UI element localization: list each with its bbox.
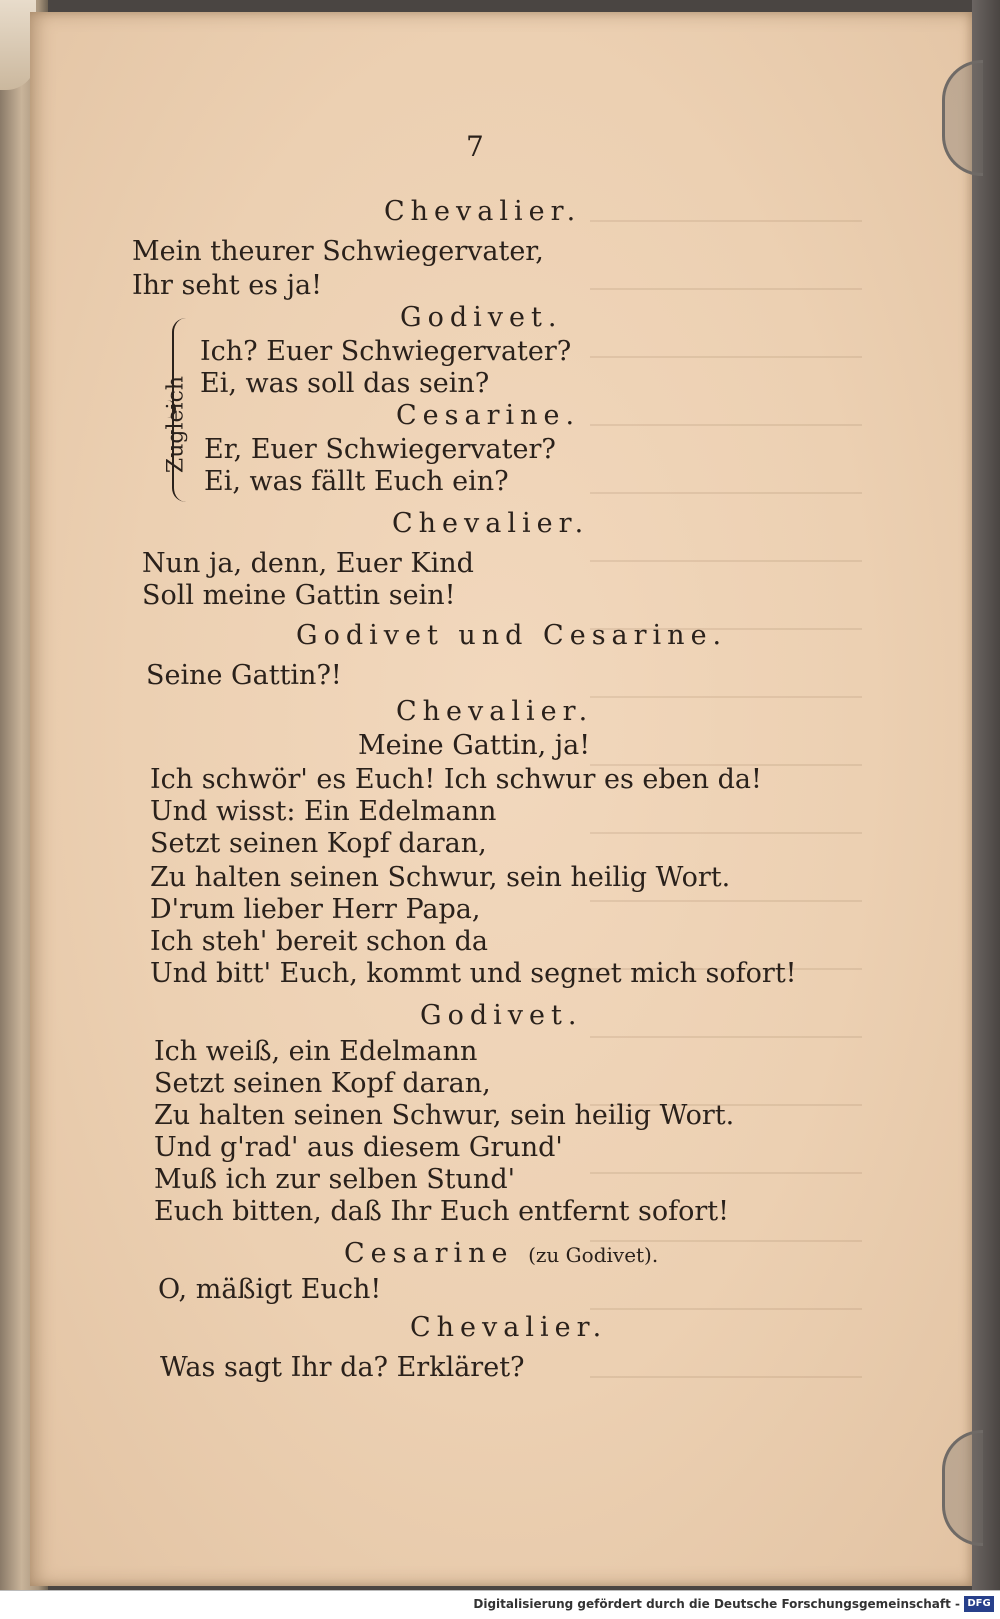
- verse-line: Ich steh' bereit schon da: [150, 926, 489, 957]
- verse-line: Ei, was soll das sein?: [200, 368, 490, 399]
- verse-line: Seine Gattin?!: [146, 660, 342, 691]
- verse-line: Und wisst: Ein Edelmann: [150, 796, 497, 827]
- verse-line: Was sagt Ihr da? Erkläret?: [160, 1352, 525, 1383]
- verse-line: Ihr seht es ja!: [132, 270, 322, 301]
- verse-line: Muß ich zur selben Stund': [154, 1164, 516, 1195]
- binding-clip-top: [942, 60, 983, 176]
- speaker-chevalier: Chevalier.: [410, 1312, 608, 1343]
- verse-line: Nun ja, denn, Euer Kind: [142, 548, 474, 579]
- verse-line: Und g'rad' aus diesem Grund': [154, 1132, 563, 1163]
- page-number: 7: [466, 130, 484, 163]
- speaker-godivet-cesarine: Godivet und Cesarine.: [296, 620, 728, 651]
- speaker-cesarine: Cesarine.: [396, 400, 581, 431]
- binding-clip-bottom: [942, 1430, 983, 1546]
- verse-line: Zu halten seinen Schwur, sein heilig Wort.: [154, 1100, 735, 1131]
- speaker-chevalier: Chevalier.: [396, 696, 594, 727]
- speaker-chevalier: Chevalier.: [384, 196, 582, 227]
- speaker-chevalier: Chevalier.: [392, 508, 590, 539]
- page-right-edge: [972, 0, 1000, 1590]
- verse-line: D'rum lieber Herr Papa,: [150, 894, 481, 925]
- verse-line: Ei, was fällt Euch ein?: [204, 466, 509, 497]
- verse-line: Meine Gattin, ja!: [358, 730, 591, 761]
- verse-line: Er, Euer Schwiegervater?: [204, 434, 556, 465]
- verse-line: Ich weiß, ein Edelmann: [154, 1036, 478, 1067]
- verse-line: Ich schwör' es Euch! Ich schwur es eben da!: [150, 764, 762, 795]
- footer-credit: Digitalisierung gefördert durch die Deutsche Forschungsgemeinschaft -: [473, 1597, 960, 1611]
- stage-direction: (zu Godivet).: [528, 1243, 659, 1267]
- verse-line: Setzt seinen Kopf daran,: [150, 828, 487, 859]
- verse-line: Ich? Euer Schwiegervater?: [200, 336, 572, 367]
- zugleich-label: Zugleich: [163, 375, 189, 474]
- speaker-godivet: Godivet.: [400, 302, 563, 333]
- verse-line: Soll meine Gattin sein!: [142, 580, 456, 611]
- speaker-name: Cesarine: [344, 1238, 514, 1269]
- verse-line: O, mäßigt Euch!: [158, 1274, 382, 1305]
- verse-line: Mein theurer Schwiegervater,: [132, 236, 544, 267]
- verse-line: Zu halten seinen Schwur, sein heilig Wort.: [150, 862, 731, 893]
- speaker-cesarine: [344, 1238, 658, 1269]
- verse-line: Setzt seinen Kopf daran,: [154, 1068, 491, 1099]
- verse-line: Euch bitten, daß Ihr Euch entfernt sofort!: [154, 1196, 729, 1227]
- speaker-godivet: Godivet.: [420, 1000, 583, 1031]
- dfg-logo: DFG: [964, 1596, 994, 1612]
- footer-bar: [0, 1590, 1000, 1619]
- verse-line: Und bitt' Euch, kommt und segnet mich sofort!: [150, 958, 797, 989]
